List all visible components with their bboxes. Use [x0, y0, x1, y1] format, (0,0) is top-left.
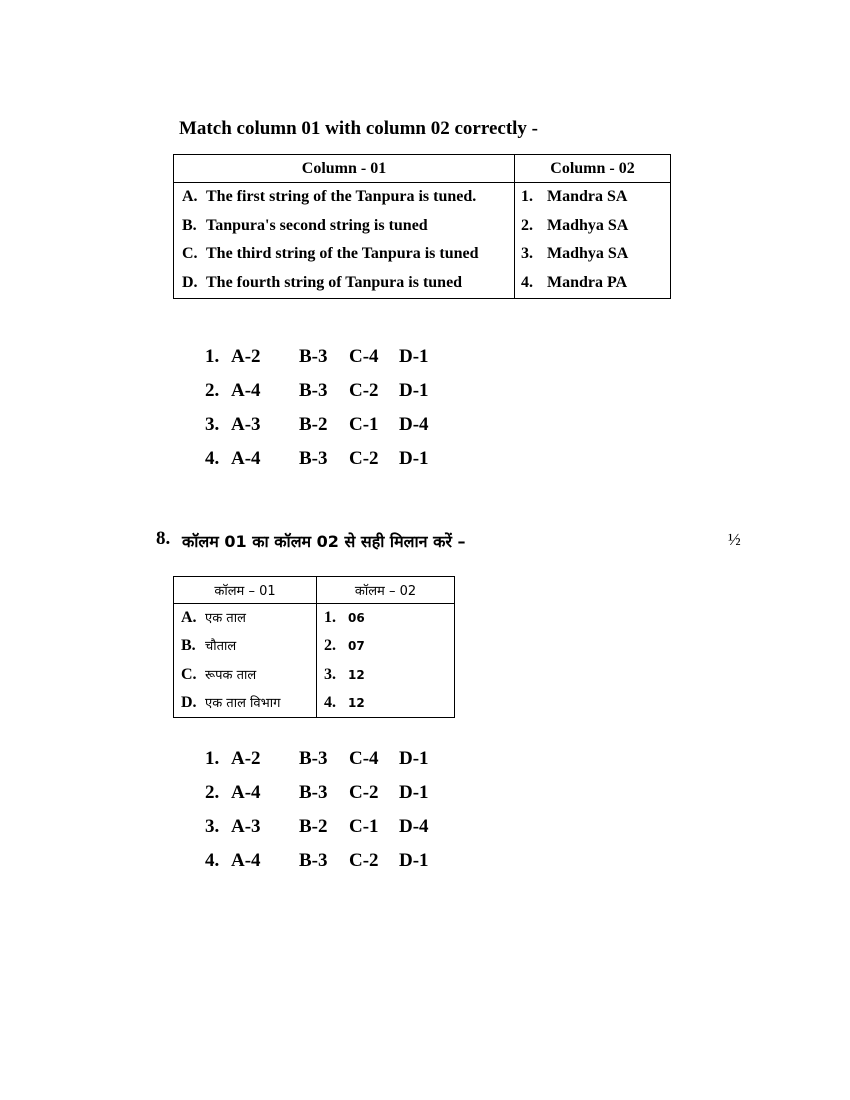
- q2-option[interactable]: 3. A-3 B-2 C-1 D-4: [205, 816, 429, 837]
- q1-col2-row: 4. Mandra PA: [521, 274, 628, 292]
- q1-col2-row: 3. Madhya SA: [521, 245, 629, 263]
- q1-col2-row: 1. Mandra SA: [521, 188, 628, 205]
- q1-options: [205, 340, 429, 476]
- q1-option[interactable]: 4. A-4 B-3 C-2 D-1: [205, 448, 429, 469]
- q1-col1-row: A. The first string of the Tanpura is tuned.: [182, 188, 477, 205]
- q2-col1-row: D. एक ताल विभाग: [181, 693, 281, 711]
- q2-option[interactable]: 4. A-4 B-3 C-2 D-1: [205, 850, 429, 871]
- q2-col2-header: कॉलम – 02: [317, 577, 455, 604]
- q2-col2-row: 4. 12: [324, 693, 365, 711]
- q2-option[interactable]: 2. A-4 B-3 C-2 D-1: [205, 782, 429, 803]
- q2-number: 8.: [156, 528, 171, 549]
- q2-col2-row: 3. 12: [324, 665, 365, 683]
- q1-col2-header: Column - 02: [515, 155, 671, 183]
- q1-col1-row: B. Tanpura's second string is tuned: [182, 216, 428, 234]
- q2-col1-row: A. एक ताल: [181, 609, 246, 626]
- q1-option[interactable]: 2. A-4 B-3 C-2 D-1: [205, 380, 429, 401]
- q1-col1-row: C. The third string of the Tanpura is tuned: [182, 245, 479, 263]
- q1-match-table: [173, 154, 671, 299]
- q2-col1-row: C. रूपक ताल: [181, 665, 257, 683]
- q1-col2-row: 2. Madhya SA: [521, 216, 629, 234]
- q2-col2-row: 2. 07: [324, 637, 365, 655]
- q2-col1-header: कॉलम – 01: [174, 577, 317, 604]
- q2-col1-row: B. चौताल: [181, 637, 237, 655]
- q2-option[interactable]: 1. A-2 B-3 C-4 D-1: [205, 748, 429, 769]
- q1-col1-header: Column - 01: [174, 155, 515, 183]
- q1-col1-row: D. The fourth string of Tanpura is tuned: [182, 274, 463, 292]
- q2-options: [205, 742, 429, 878]
- q2-title: कॉलम 01 का कॉलम 02 से सही मिलान करें –: [182, 532, 466, 551]
- q2-col2-row: 1. 06: [324, 609, 365, 626]
- q2-match-table: [173, 576, 455, 718]
- q2-marks: ½: [728, 530, 741, 549]
- q1-title: Match column 01 with column 02 correctly -: [179, 118, 539, 139]
- q1-option[interactable]: 3. A-3 B-2 C-1 D-4: [205, 414, 429, 435]
- q1-option[interactable]: 1. A-2 B-3 C-4 D-1: [205, 346, 429, 367]
